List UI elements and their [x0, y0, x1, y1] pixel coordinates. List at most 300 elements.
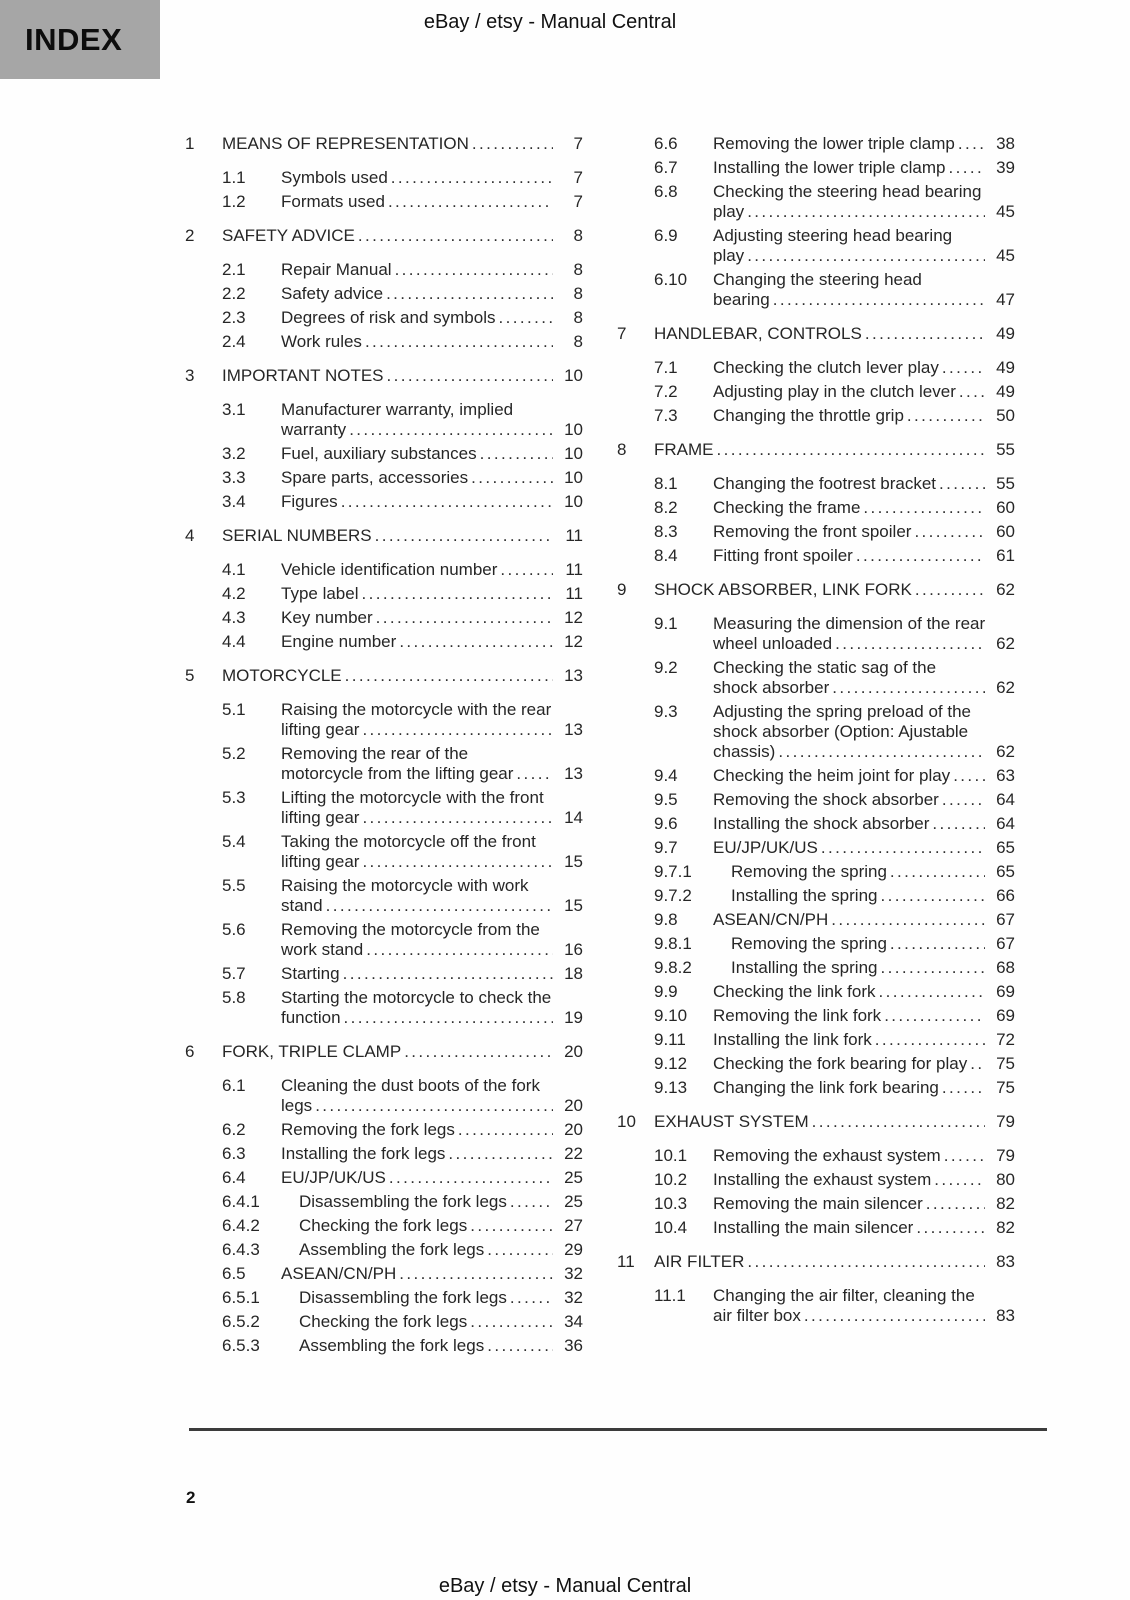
footer-divider	[189, 1428, 1047, 1431]
toc-entry-8.1	[617, 474, 1015, 494]
toc-entry-page: 75	[996, 1078, 1015, 1097]
toc-entry-6.9	[617, 226, 1015, 266]
toc-entry-page: 7	[573, 192, 583, 211]
toc-entry-line	[713, 158, 1015, 178]
toc-entry-title: Figures	[281, 492, 338, 511]
toc-entry-title: Checking the fork legs	[299, 1312, 468, 1331]
toc-entry-title: Key number	[281, 608, 373, 627]
toc-entry-number: 7.2	[654, 382, 678, 401]
toc-entry-title: lifting gear	[281, 720, 360, 739]
toc-entry-number: 6.4.3	[222, 1240, 260, 1259]
toc-entry-number: 9.2	[654, 658, 678, 677]
toc-entry-body	[713, 406, 1015, 426]
toc-entry-title: Checking the heim joint for play	[713, 766, 951, 785]
toc-entry-body	[713, 614, 1015, 654]
toc-entry-number: 5.2	[222, 744, 246, 763]
toc-entry-page: 13	[564, 764, 583, 783]
toc-entry-body	[713, 766, 1015, 786]
toc-entry-line	[299, 1192, 583, 1212]
toc-entry-page: 62	[996, 678, 1015, 697]
toc-entry-page: 16	[564, 940, 583, 959]
toc-entry-number: 9.10	[654, 1006, 688, 1025]
toc-entry-body	[281, 260, 583, 280]
toc-entry-body	[281, 1120, 583, 1140]
toc-entry-body	[299, 1192, 583, 1212]
toc-entry-title: stand	[281, 896, 323, 915]
toc-entry-10.1	[617, 1146, 1015, 1166]
toc-entry-page: 64	[996, 790, 1015, 809]
toc-entry-page: 11	[565, 584, 583, 603]
toc-entry-title: Checking the fork bearing for play	[713, 1054, 968, 1073]
toc-entry-page: 75	[996, 1054, 1015, 1073]
toc-entry-body	[713, 358, 1015, 378]
toc-entry-number: 10.2	[654, 1170, 688, 1189]
toc-entry-number: 2.1	[222, 260, 246, 279]
toc-entry-page: 64	[996, 814, 1015, 833]
toc-entry-title: air filter box	[713, 1306, 801, 1325]
toc-entry-line	[281, 896, 583, 916]
dot-leader	[832, 678, 985, 698]
toc-entry-title: Fitting front spoiler	[713, 546, 853, 565]
toc-entry-page: 10	[564, 420, 583, 439]
dot-leader	[959, 382, 985, 402]
toc-entry-number: 7.3	[654, 406, 678, 425]
toc-entry-9.8.1	[617, 934, 1015, 954]
dot-leader	[773, 290, 985, 310]
toc-entry-title: Checking the fork legs	[299, 1216, 468, 1235]
toc-entry-page: 62	[996, 634, 1015, 653]
toc-entry-page: 32	[564, 1288, 583, 1307]
dot-leader	[717, 440, 986, 460]
toc-entry-number: 9.7.2	[654, 886, 692, 905]
toc-entry-title: Engine number	[281, 632, 397, 651]
dot-leader	[804, 1306, 985, 1326]
toc-entry-body	[731, 862, 1015, 882]
toc-entry-6.4.1	[185, 1192, 583, 1212]
toc-entry-body	[281, 400, 583, 440]
toc-entry-line	[281, 192, 583, 212]
dot-leader	[362, 584, 554, 604]
toc-entry-line	[713, 658, 1015, 678]
toc-entry-number: 10.4	[654, 1218, 688, 1237]
dot-leader	[934, 1170, 985, 1190]
toc-entry-6.10	[617, 270, 1015, 310]
toc-entry-title: Changing the air filter, cleaning the	[713, 1286, 975, 1305]
toc-entry-line	[713, 1078, 1015, 1098]
toc-entry-line	[281, 1144, 583, 1164]
toc-entry-page: 7	[573, 134, 583, 153]
toc-entry-body	[222, 666, 583, 686]
toc-entry-6.5	[185, 1264, 583, 1284]
toc-entry-title: Removing the motorcycle from the	[281, 920, 540, 939]
toc-entry-number: 4.2	[222, 584, 246, 603]
toc-entry-title: Checking the clutch lever play	[713, 358, 939, 377]
toc-entry-number: 8.4	[654, 546, 678, 565]
dot-leader	[349, 420, 553, 440]
toc-entry-title: Removing the fork legs	[281, 1120, 455, 1139]
toc-entry-6.3	[185, 1144, 583, 1164]
dot-leader	[939, 474, 985, 494]
toc-entry-number: 6.2	[222, 1120, 246, 1139]
toc-entry-number: 6.3	[222, 1144, 246, 1163]
toc-entry-body	[281, 608, 583, 628]
toc-entry-title: lifting gear	[281, 808, 360, 827]
toc-entry-9.7.2	[617, 886, 1015, 906]
toc-entry-number: 9.11	[654, 1030, 686, 1049]
toc-entry-body	[281, 1264, 583, 1284]
toc-entry-page: 19	[564, 1008, 583, 1027]
toc-entry-2	[185, 226, 583, 246]
toc-entry-page: 62	[996, 580, 1015, 599]
dot-leader	[890, 934, 985, 954]
toc-entry-page: 15	[564, 852, 583, 871]
toc-entry-body	[713, 910, 1015, 930]
toc-entry-number: 9.13	[654, 1078, 688, 1097]
dot-leader	[915, 580, 985, 600]
toc-entry-5	[185, 666, 583, 686]
toc-entry-title: Removing the exhaust system	[713, 1146, 941, 1165]
toc-entry-line	[713, 790, 1015, 810]
toc-entry-number: 11.1	[654, 1286, 686, 1305]
toc-entry-number: 2.3	[222, 308, 246, 327]
toc-entry-6.1	[185, 1076, 583, 1116]
dot-leader	[914, 522, 985, 542]
toc-entry-line	[713, 182, 1015, 202]
toc-entry-1.1	[185, 168, 583, 188]
toc-entry-line	[713, 678, 1015, 698]
toc-entry-page: 32	[564, 1264, 583, 1283]
toc-entry-line	[281, 584, 583, 604]
toc-entry-line	[281, 764, 583, 784]
dot-leader	[358, 226, 553, 246]
toc-entry-title: Formats used	[281, 192, 385, 211]
toc-entry-title: Raising the motorcycle with work	[281, 876, 529, 895]
toc-entry-title: IMPORTANT NOTES	[222, 366, 384, 385]
toc-entry-number: 1.1	[222, 168, 246, 187]
toc-entry-line	[281, 400, 583, 420]
toc-entry-3.3	[185, 468, 583, 488]
toc-entry-line	[222, 1042, 583, 1062]
toc-entry-body	[299, 1240, 583, 1260]
toc-entry-title: Checking the static sag of the	[713, 658, 937, 677]
toc-entry-title: Installing the spring	[731, 886, 878, 905]
toc-entry-page: 10	[564, 492, 583, 511]
toc-entry-title: play	[713, 246, 745, 265]
toc-entry-title: legs	[281, 1096, 313, 1115]
toc-entry-line	[731, 958, 1015, 978]
toc-entry-line	[281, 876, 583, 896]
toc-entry-number: 1	[185, 134, 195, 153]
toc-entry-line	[654, 440, 1015, 460]
dot-leader	[365, 332, 553, 352]
toc-entry-line	[222, 526, 583, 546]
toc-entry-5.3	[185, 788, 583, 828]
toc-entry-line	[713, 1286, 1015, 1306]
toc-entry-page: 61	[996, 546, 1015, 565]
dot-leader	[362, 808, 553, 828]
toc-entry-page: 20	[564, 1120, 583, 1139]
toc-entry-page: 12	[564, 608, 583, 627]
toc-entry-6.7	[617, 158, 1015, 178]
toc-entry-body	[222, 226, 583, 246]
toc-entry-page: 60	[996, 498, 1015, 517]
dot-leader	[470, 1312, 553, 1332]
toc-left-column	[185, 134, 583, 1360]
toc-entry-line	[299, 1336, 583, 1356]
toc-entry-number: 9.8	[654, 910, 678, 929]
toc-entry-9.11	[617, 1030, 1015, 1050]
toc-entry-page: 62	[996, 742, 1015, 761]
toc-entry-body	[281, 1144, 583, 1164]
toc-entry-line	[731, 934, 1015, 954]
toc-entry-page: 8	[573, 284, 583, 303]
toc-entry-line	[713, 702, 1015, 722]
toc-entry-line	[281, 1096, 583, 1116]
toc-entry-9.9	[617, 982, 1015, 1002]
toc-entry-number: 6.4.2	[222, 1216, 260, 1235]
toc-entry-page: 14	[564, 808, 583, 827]
toc-entry-title: Checking the link fork	[713, 982, 876, 1001]
toc-entry-title: EU/JP/UK/US	[281, 1168, 386, 1187]
toc-entry-number: 9.8.2	[654, 958, 692, 977]
toc-entry-4.4	[185, 632, 583, 652]
toc-entry-body	[713, 226, 1015, 266]
toc-entry-title: Vehicle identification number	[281, 560, 498, 579]
toc-entry-9.6	[617, 814, 1015, 834]
toc-entry-9.4	[617, 766, 1015, 786]
dot-leader	[856, 546, 985, 566]
toc-entry-line	[713, 1170, 1015, 1190]
toc-entry-number: 4.3	[222, 608, 246, 627]
toc-entry-number: 4.4	[222, 632, 246, 651]
toc-entry-number: 4	[185, 526, 195, 545]
toc-entry-6.5.2	[185, 1312, 583, 1332]
toc-entry-title: MEANS OF REPRESENTATION	[222, 134, 469, 153]
toc-entry-title: Disassembling the fork legs	[299, 1288, 507, 1307]
toc-entry-number: 9.8.1	[654, 934, 692, 953]
toc-entry-title: Removing the lower triple clamp	[713, 134, 955, 153]
toc-entry-body	[281, 284, 583, 304]
toc-entry-page: 8	[573, 260, 583, 279]
toc-entry-title: Installing the exhaust system	[713, 1170, 932, 1189]
toc-entry-line	[713, 226, 1015, 246]
toc-entry-number: 8.3	[654, 522, 678, 541]
toc-entry-title: Removing the spring	[731, 934, 887, 953]
toc-entry-page: 10	[564, 468, 583, 487]
toc-entry-body	[713, 1194, 1015, 1214]
toc-entry-line	[713, 634, 1015, 654]
toc-entry-number: 8.1	[654, 474, 678, 493]
toc-entry-page: 79	[996, 1112, 1015, 1131]
toc-entry-8.4	[617, 546, 1015, 566]
toc-entry-page: 65	[996, 862, 1015, 881]
toc-entry-page: 10	[564, 444, 583, 463]
toc-entry-line	[281, 608, 583, 628]
toc-entry-line	[713, 1006, 1015, 1026]
toc-entry-body	[713, 382, 1015, 402]
toc-entry-body	[222, 1042, 583, 1062]
toc-entry-6.5.1	[185, 1288, 583, 1308]
toc-entry-6	[185, 1042, 583, 1062]
toc-entry-number: 6.1	[222, 1076, 246, 1095]
toc-entry-line	[713, 1194, 1015, 1214]
dot-leader	[812, 1112, 985, 1132]
toc-entry-9.8.2	[617, 958, 1015, 978]
toc-entry-body	[281, 920, 583, 960]
toc-entry-title: Manufacturer warranty, implied	[281, 400, 514, 419]
toc-entry-title: Cleaning the dust boots of the fork	[281, 1076, 540, 1095]
toc-entry-9	[617, 580, 1015, 600]
toc-entry-body	[713, 182, 1015, 222]
toc-entry-body	[281, 192, 583, 212]
toc-entry-title: FRAME	[654, 440, 714, 459]
toc-entry-line	[281, 788, 583, 808]
toc-entry-9.10	[617, 1006, 1015, 1026]
toc-entry-7.1	[617, 358, 1015, 378]
toc-entry-number: 10.3	[654, 1194, 688, 1213]
toc-entry-page: 49	[996, 382, 1015, 401]
toc-entry-page: 83	[996, 1306, 1015, 1325]
toc-entry-9.7.1	[617, 862, 1015, 882]
toc-entry-8	[617, 440, 1015, 460]
dot-leader	[880, 958, 985, 978]
toc-entry-title: play	[713, 202, 745, 221]
toc-entry-5.7	[185, 964, 583, 984]
dot-leader	[399, 632, 553, 652]
dot-leader	[953, 766, 985, 786]
toc-entry-title: Adjusting the spring preload of the	[713, 702, 972, 721]
toc-entry-body	[713, 702, 1015, 762]
toc-entry-line	[222, 366, 583, 386]
toc-entry-line	[713, 742, 1015, 762]
toc-entry-body	[713, 474, 1015, 494]
toc-entry-number: 9	[617, 580, 627, 599]
toc-entry-9.2	[617, 658, 1015, 698]
dot-leader	[458, 1120, 553, 1140]
dot-leader	[942, 1078, 985, 1098]
toc-entry-number: 2	[185, 226, 195, 245]
toc-entry-page: 13	[564, 720, 583, 739]
toc-entry-page: 29	[564, 1240, 583, 1259]
toc-entry-line	[281, 920, 583, 940]
toc-entry-body	[713, 1170, 1015, 1190]
toc-entry-number: 11	[617, 1252, 635, 1271]
toc-entry-title: Spare parts, accessories	[281, 468, 469, 487]
toc-entry-8.3	[617, 522, 1015, 542]
dot-leader	[389, 1168, 553, 1188]
toc-entry-title: Disassembling the fork legs	[299, 1192, 507, 1211]
dot-leader	[500, 560, 553, 580]
toc-entry-page: 36	[564, 1336, 583, 1355]
toc-entry-body	[713, 1078, 1015, 1098]
toc-entry-title: Type label	[281, 584, 359, 603]
toc-entry-line	[713, 246, 1015, 266]
toc-entry-number: 10	[617, 1112, 636, 1131]
toc-entry-10	[617, 1112, 1015, 1132]
toc-entry-6.4.2	[185, 1216, 583, 1236]
dot-leader	[487, 1240, 553, 1260]
dot-leader	[448, 1144, 553, 1164]
toc-entry-title: Installing the main silencer	[713, 1218, 914, 1237]
toc-entry-body	[713, 658, 1015, 698]
toc-entry-line	[281, 332, 583, 352]
toc-entry-title: Safety advice	[281, 284, 384, 303]
dot-leader	[344, 1008, 553, 1028]
toc-entry-title: work stand	[281, 940, 364, 959]
toc-entry-title: Installing the shock absorber	[713, 814, 930, 833]
dot-leader	[388, 192, 553, 212]
toc-entry-title: Starting the motorcycle to check the	[281, 988, 552, 1007]
toc-entry-body	[713, 1006, 1015, 1026]
toc-entry-line	[731, 886, 1015, 906]
toc-entry-9.7	[617, 838, 1015, 858]
toc-entry-number: 2.4	[222, 332, 246, 351]
toc-entry-title: wheel unloaded	[713, 634, 833, 653]
dot-leader	[958, 134, 985, 154]
toc-entry-line	[713, 982, 1015, 1002]
toc-entry-title: Degrees of risk and symbols	[281, 308, 496, 327]
toc-entry-title: Installing the fork legs	[281, 1144, 446, 1163]
toc-entry-line	[281, 1008, 583, 1028]
dot-leader	[948, 158, 985, 178]
toc-entry-line	[713, 1054, 1015, 1074]
dot-leader	[880, 886, 985, 906]
toc-entry-page: 67	[996, 910, 1015, 929]
toc-entry-body	[654, 1112, 1015, 1132]
toc-entry-line	[713, 522, 1015, 542]
dot-leader	[907, 406, 985, 426]
toc-entry-line	[281, 988, 583, 1008]
toc-entry-5.8	[185, 988, 583, 1028]
toc-entry-page: 13	[564, 666, 583, 685]
toc-entry-title: Changing the link fork bearing	[713, 1078, 939, 1097]
toc-entry-line	[713, 1218, 1015, 1238]
toc-entry-title: Removing the spring	[731, 862, 887, 881]
dot-leader	[942, 790, 985, 810]
dot-leader	[471, 468, 553, 488]
toc-entry-body	[281, 308, 583, 328]
toc-entry-body	[713, 982, 1015, 1002]
toc-entry-body	[281, 744, 583, 784]
toc-entry-number: 6.5.3	[222, 1336, 260, 1355]
toc-entry-title: Checking the frame	[713, 498, 861, 517]
toc-entry-9.12	[617, 1054, 1015, 1074]
toc-entry-title: bearing	[713, 290, 770, 309]
dot-leader	[778, 742, 985, 762]
toc-entry-line	[713, 722, 1015, 742]
toc-entry-page: 55	[996, 474, 1015, 493]
toc-entry-line	[654, 1252, 1015, 1272]
toc-entry-body	[281, 964, 583, 984]
toc-entry-title: Installing the spring	[731, 958, 878, 977]
toc-entry-title: shock absorber	[713, 678, 830, 697]
toc-entry-number: 6	[185, 1042, 195, 1061]
toc-entry-line	[281, 1120, 583, 1140]
dot-leader	[391, 168, 553, 188]
toc-entry-number: 5.7	[222, 964, 246, 983]
dot-leader	[341, 492, 553, 512]
toc-entry-page: 39	[996, 158, 1015, 177]
toc-entry-title: Changing the steering head	[713, 270, 922, 289]
toc-entry-page: 66	[996, 886, 1015, 905]
toc-entry-body	[713, 1218, 1015, 1238]
toc-entry-5.6	[185, 920, 583, 960]
toc-entry-5.4	[185, 832, 583, 872]
toc-entry-line	[713, 910, 1015, 930]
toc-entry-3	[185, 366, 583, 386]
toc-entry-body	[713, 838, 1015, 858]
toc-entry-line	[281, 1076, 583, 1096]
